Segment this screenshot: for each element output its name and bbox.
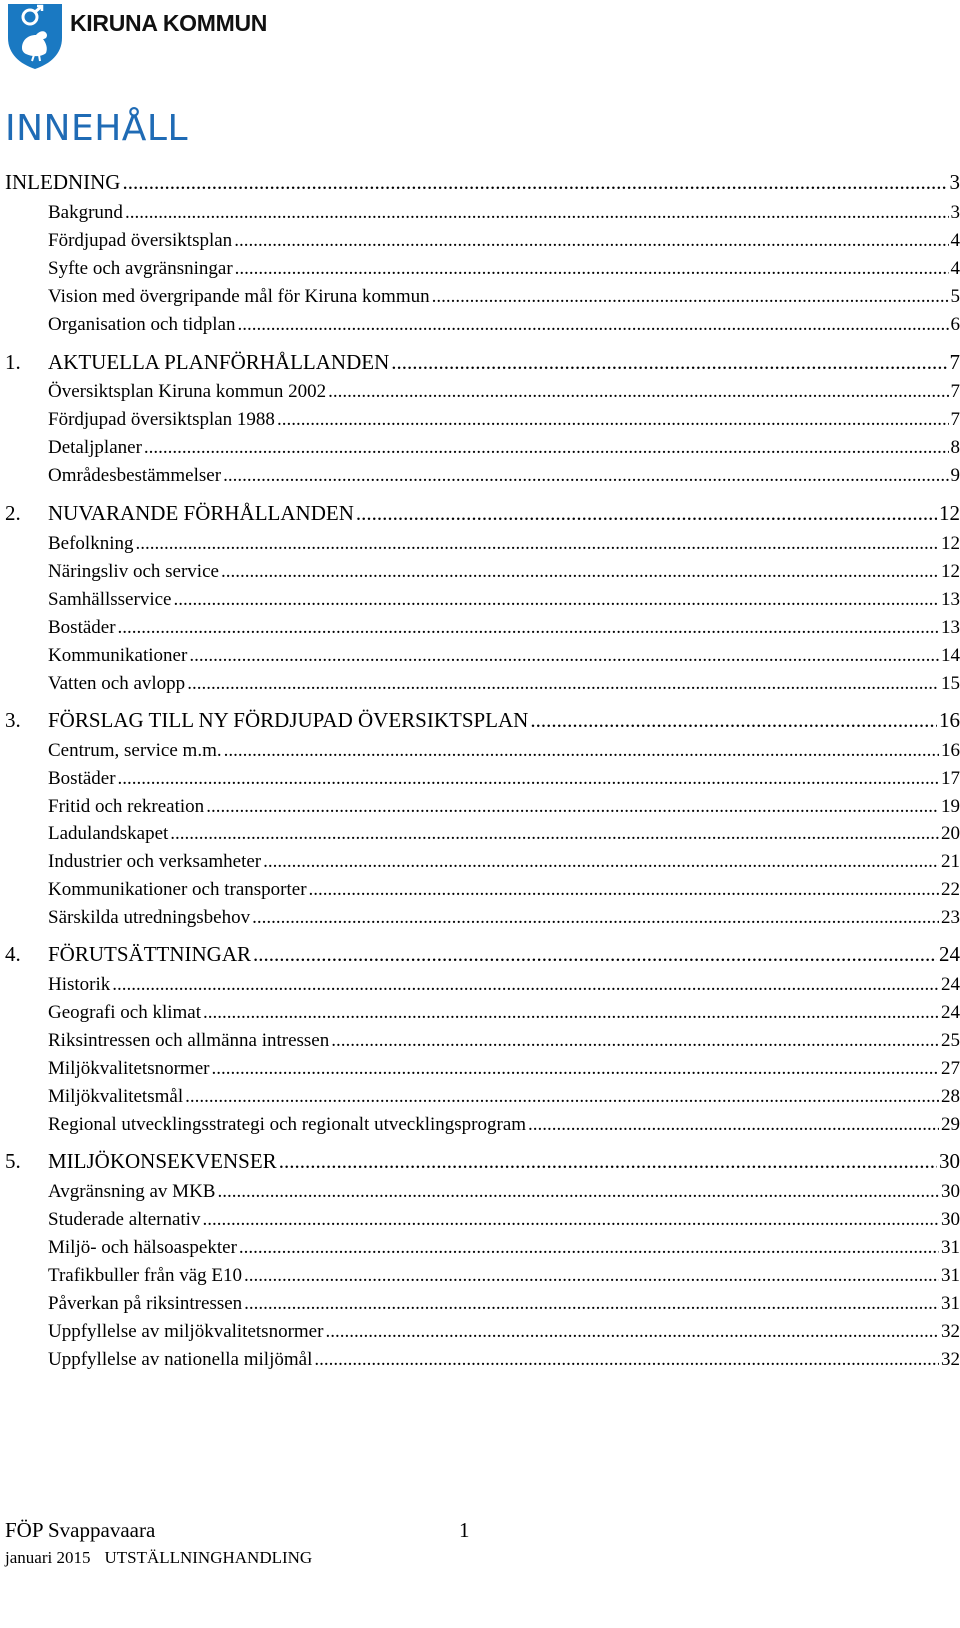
toc-entry-label: Kommunikationer och transporter <box>48 879 307 900</box>
toc-entry-page: 31 <box>941 1237 960 1258</box>
toc-entry-page: 31 <box>941 1265 960 1286</box>
toc-entry[interactable] <box>5 170 960 195</box>
toc-entry[interactable] <box>5 617 960 639</box>
toc-entry-label: Samhällsservice <box>48 589 172 610</box>
toc-entry[interactable] <box>5 851 960 873</box>
toc-entry-number: 2. <box>5 501 21 525</box>
toc-entry-page: 24 <box>939 942 960 966</box>
toc-entry[interactable] <box>5 465 960 487</box>
toc-leader-dots <box>263 851 939 873</box>
toc-entry[interactable] <box>5 381 960 403</box>
toc-entry[interactable] <box>5 1237 960 1259</box>
toc-leader-dots <box>118 617 939 639</box>
toc-entry-page: 16 <box>939 708 960 732</box>
toc-entry-label: Miljö- och hälsoaspekter <box>48 1237 237 1258</box>
toc-entry[interactable] <box>5 942 960 967</box>
toc-entry-page: 13 <box>941 589 960 610</box>
toc-leader-dots <box>202 1209 939 1231</box>
toc-entry[interactable] <box>5 796 960 818</box>
toc-entry-label: Riksintressen och allmänna intressen <box>48 1030 330 1051</box>
toc-leader-dots <box>238 314 949 336</box>
toc-entry[interactable] <box>5 1209 960 1231</box>
toc-entry-page: 12 <box>939 501 960 525</box>
toc-entry-page: 5 <box>950 286 960 307</box>
toc-entry-page: 32 <box>941 1321 960 1342</box>
toc-entry[interactable] <box>5 708 960 733</box>
toc-entry[interactable] <box>5 314 960 336</box>
toc-entry-page: 7 <box>950 381 960 402</box>
toc-leader-dots <box>530 708 937 733</box>
toc-entry[interactable] <box>5 409 960 431</box>
toc-entry-page: 30 <box>939 1149 960 1173</box>
toc-entry-page: 31 <box>941 1293 960 1314</box>
toc-entry[interactable] <box>5 589 960 611</box>
toc-leader-dots <box>125 202 949 224</box>
toc-entry-label: Miljökvalitetsmål <box>48 1086 184 1107</box>
toc-entry-label: Översiktsplan Kiruna kommun 2002 <box>48 381 327 402</box>
toc-leader-dots <box>432 286 949 308</box>
toc-entry[interactable] <box>5 258 960 280</box>
toc-leader-dots <box>173 589 939 611</box>
toc-entry-page: 24 <box>941 974 960 995</box>
toc-entry[interactable] <box>5 974 960 996</box>
toc-entry-label: Trafikbuller från väg E10 <box>48 1265 242 1286</box>
toc-entry[interactable] <box>5 1265 960 1287</box>
toc-entry[interactable] <box>5 286 960 308</box>
toc-entry-label: Industrier och verksamheter <box>48 851 262 872</box>
toc-entry-label: Studerade alternativ <box>48 1209 201 1230</box>
toc-leader-dots <box>235 258 949 280</box>
toc-entry-page: 6 <box>950 314 960 335</box>
footer-date: januari 2015 <box>5 1548 91 1567</box>
toc-leader-dots <box>391 350 947 375</box>
toc-entry-label: Näringsliv och service <box>48 561 219 582</box>
toc-entry[interactable] <box>5 1321 960 1343</box>
toc-entry-label: AKTUELLA PLANFÖRHÅLLANDEN <box>48 350 390 374</box>
toc-leader-dots <box>221 561 939 583</box>
toc-entry[interactable] <box>5 501 960 526</box>
toc-leader-dots <box>528 1114 939 1136</box>
toc-leader-dots <box>277 409 949 431</box>
toc-entry-label: Centrum, service m.m. <box>48 740 222 761</box>
toc-entry-page: 22 <box>941 879 960 900</box>
organization-name: KIRUNA KOMMUN <box>70 10 268 36</box>
toc-entry[interactable] <box>5 740 960 762</box>
toc-leader-dots <box>325 1321 939 1343</box>
toc-entry[interactable] <box>5 768 960 790</box>
toc-leader-dots <box>118 768 939 790</box>
toc-entry-label: Fritid och rekreation <box>48 796 205 817</box>
toc-leader-dots <box>224 740 939 762</box>
toc-entry-label: Vatten och avlopp <box>48 673 186 694</box>
toc-entry-page: 17 <box>941 768 960 789</box>
toc-entry-label: Bostäder <box>48 617 116 638</box>
toc-entry-page: 28 <box>941 1086 960 1107</box>
toc-entry-page: 24 <box>941 1002 960 1023</box>
toc-leader-dots <box>189 645 939 667</box>
toc-leader-dots <box>314 1349 939 1371</box>
toc-entry[interactable] <box>5 533 960 555</box>
toc-entry[interactable] <box>5 879 960 901</box>
toc-leader-dots <box>136 533 940 555</box>
toc-entry-page: 27 <box>941 1058 960 1079</box>
toc-leader-dots <box>211 1058 939 1080</box>
toc-leader-dots <box>187 673 939 695</box>
toc-entry-page: 3 <box>949 170 960 194</box>
toc-entry-label: Regional utvecklingsstrategi och regionalt utvecklingsprogram <box>48 1114 527 1135</box>
toc-entry-page: 8 <box>950 437 960 458</box>
toc-entry[interactable] <box>5 1181 960 1203</box>
toc-entry-page: 32 <box>941 1349 960 1370</box>
toc-entry-number: 4. <box>5 942 21 966</box>
toc-title: INNEHÅLL <box>5 108 189 149</box>
toc-entry-page: 15 <box>941 673 960 694</box>
toc-entry-number: 3. <box>5 708 21 732</box>
toc-leader-dots <box>206 796 939 818</box>
toc-entry-label: NUVARANDE FÖRHÅLLANDEN <box>48 501 354 525</box>
toc-entry-label: FÖRSLAG TILL NY FÖRDJUPAD ÖVERSIKTSPLAN <box>48 708 529 732</box>
toc-entry-label: Syfte och avgränsningar <box>48 258 233 279</box>
toc-leader-dots <box>223 465 948 487</box>
toc-entry-label: Vision med övergripande mål för Kiruna kommun <box>48 286 430 307</box>
toc-leader-dots <box>331 1030 939 1052</box>
toc-entry[interactable] <box>5 907 960 929</box>
toc-entry-label: Uppfyllelse av miljökvalitetsnormer <box>48 1321 324 1342</box>
toc-entry-label: Befolkning <box>48 533 134 554</box>
toc-entry[interactable] <box>5 1030 960 1052</box>
toc-entry[interactable] <box>5 645 960 667</box>
toc-entry-label: Organisation och tidplan <box>48 314 236 335</box>
toc-entry-page: 16 <box>941 740 960 761</box>
toc-entry-label: Fördjupad översiktsplan <box>48 230 233 251</box>
toc-leader-dots <box>217 1181 939 1203</box>
toc-entry-page: 3 <box>950 202 960 223</box>
toc-entry-page: 20 <box>941 823 960 844</box>
toc-entry-label: Historik <box>48 974 111 995</box>
footer-page-number: 1 <box>459 1518 470 1542</box>
toc-leader-dots <box>253 942 937 967</box>
toc-leader-dots <box>144 437 949 459</box>
toc-entry-label: INLEDNING <box>5 170 121 194</box>
toc-entry-page: 9 <box>950 465 960 486</box>
toc-entry-label: Miljökvalitetsnormer <box>48 1058 210 1079</box>
toc-entry[interactable] <box>5 823 960 845</box>
toc-leader-dots <box>234 230 948 252</box>
toc-leader-dots <box>252 907 939 929</box>
toc-entry-page: 30 <box>941 1209 960 1230</box>
toc-leader-dots <box>112 974 939 996</box>
footer-meta <box>5 1548 312 1568</box>
toc-entry[interactable] <box>5 1058 960 1080</box>
toc-leader-dots <box>328 381 948 403</box>
toc-entry[interactable] <box>5 202 960 224</box>
toc-entry-label: Bostäder <box>48 768 116 789</box>
toc-entry-page: 19 <box>941 796 960 817</box>
toc-entry-label: Geografi och klimat <box>48 1002 202 1023</box>
toc-leader-dots <box>309 879 939 901</box>
toc-entry-page: 12 <box>941 533 960 554</box>
toc-entry-label: FÖRUTSÄTTNINGAR <box>48 942 252 966</box>
toc-entry[interactable] <box>5 230 960 252</box>
toc-entry-label: Uppfyllelse av nationella miljömål <box>48 1349 313 1370</box>
toc-leader-dots <box>356 501 937 526</box>
toc-entry-label: Fördjupad översiktsplan 1988 <box>48 409 275 430</box>
toc-entry-page: 12 <box>941 561 960 582</box>
toc-entry-page: 4 <box>950 258 960 279</box>
toc-entry-page: 7 <box>949 350 960 374</box>
toc-entry[interactable] <box>5 1149 960 1174</box>
toc-entry[interactable] <box>5 1086 960 1108</box>
toc-entry-label: Kommunikationer <box>48 645 188 666</box>
toc-entry[interactable] <box>5 437 960 459</box>
toc-leader-dots <box>239 1237 939 1259</box>
toc-leader-dots <box>203 1002 939 1024</box>
toc-entry-page: 13 <box>941 617 960 638</box>
table-of-contents <box>5 0 960 1628</box>
toc-entry[interactable] <box>5 350 960 375</box>
toc-leader-dots <box>279 1149 937 1174</box>
toc-entry-label: Påverkan på riksintressen <box>48 1293 243 1314</box>
toc-entry-label: Detaljplaner <box>48 437 142 458</box>
footer-document-title: FÖP Svappavaara <box>5 1518 156 1542</box>
toc-entry-label: Särskilda utredningsbehov <box>48 907 251 928</box>
toc-leader-dots <box>185 1086 939 1108</box>
toc-entry-number: 5. <box>5 1149 21 1173</box>
toc-entry-number: 1. <box>5 350 21 374</box>
toc-entry-page: 14 <box>941 645 960 666</box>
toc-entry-label: Områdesbestämmelser <box>48 465 222 486</box>
toc-entry-page: 4 <box>950 230 960 251</box>
toc-entry[interactable] <box>5 1349 960 1371</box>
toc-entry-page: 29 <box>941 1114 960 1135</box>
toc-entry-page: 30 <box>941 1181 960 1202</box>
toc-entry[interactable] <box>5 1114 960 1136</box>
toc-entry-label: Bakgrund <box>48 202 123 223</box>
toc-leader-dots <box>244 1265 939 1287</box>
toc-entry-label: MILJÖKONSEKVENSER <box>48 1149 277 1173</box>
toc-leader-dots <box>170 823 939 845</box>
toc-entry[interactable] <box>5 673 960 695</box>
toc-entry[interactable] <box>5 1002 960 1024</box>
toc-entry-page: 21 <box>941 851 960 872</box>
toc-leader-dots <box>244 1293 939 1315</box>
toc-entry-page: 23 <box>941 907 960 928</box>
toc-entry[interactable] <box>5 1293 960 1315</box>
toc-entry-page: 25 <box>941 1030 960 1051</box>
toc-entry[interactable] <box>5 561 960 583</box>
toc-entry-label: Ladulandskapet <box>48 823 169 844</box>
footer-status: UTSTÄLLNINGHANDLING <box>104 1548 313 1567</box>
toc-entry-page: 7 <box>950 409 960 430</box>
toc-leader-dots <box>122 170 947 195</box>
toc-entry-label: Avgränsning av MKB <box>48 1181 216 1202</box>
